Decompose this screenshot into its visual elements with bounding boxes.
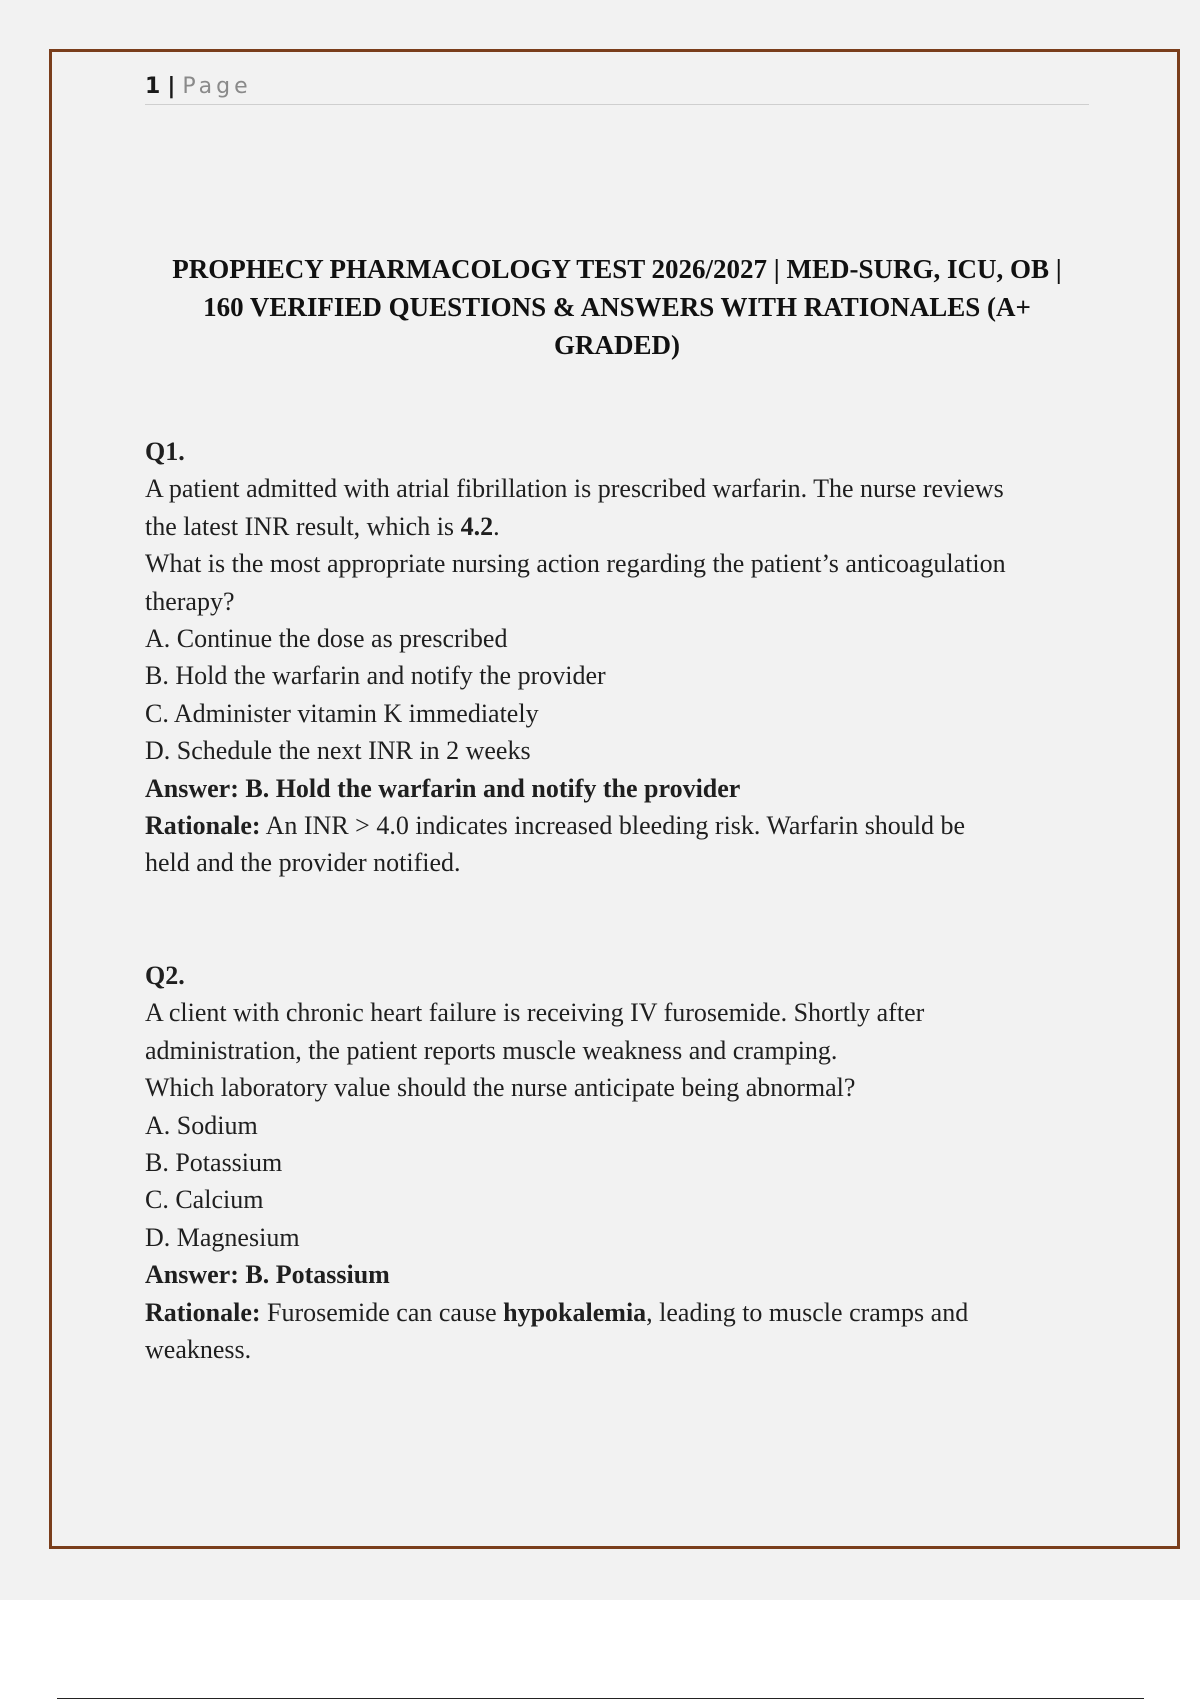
document-title bbox=[145, 250, 1089, 364]
page-number: 1 bbox=[145, 74, 161, 99]
question-prompt-line: therapy? bbox=[145, 586, 235, 616]
questions-content bbox=[145, 433, 1089, 1368]
option-b: B. Potassium bbox=[145, 1147, 283, 1177]
rationale-line: weakness. bbox=[145, 1334, 252, 1364]
question-block-2 bbox=[145, 957, 1089, 1368]
question-stem-line: A patient admitted with atrial fibrillation is prescribed warfarin. The nurse reviews bbox=[145, 474, 1004, 504]
question-prompt-line: Which laboratory value should the nurse anticipate being abnormal? bbox=[145, 1073, 856, 1103]
rationale-emphasis: hypokalemia bbox=[503, 1297, 647, 1327]
rationale-text: An INR > 4.0 indicates increased bleeding risk. Warfarin should be bbox=[260, 811, 966, 841]
header-separator: | bbox=[167, 74, 176, 99]
inr-value: 4.2 bbox=[460, 511, 494, 541]
rationale-label: Rationale: bbox=[145, 811, 261, 841]
title-line-2: 160 VERIFIED QUESTIONS & ANSWERS WITH RATIONALES (A+ bbox=[203, 292, 1031, 322]
rationale-text: , leading to muscle cramps and bbox=[646, 1297, 969, 1327]
question-prompt-line: What is the most appropriate nursing action regarding the patient’s anticoagulation bbox=[145, 549, 1006, 579]
question-stem-line: administration, the patient reports muscle weakness and cramping. bbox=[145, 1035, 838, 1065]
page-header bbox=[145, 70, 1089, 105]
answer-line: Answer: B. Hold the warfarin and notify the provider bbox=[145, 773, 741, 803]
rationale-label: Rationale: bbox=[145, 1297, 261, 1327]
option-b: B. Hold the warfarin and notify the provider bbox=[145, 661, 606, 691]
title-line-1: PROPHECY PHARMACOLOGY TEST 2026/2027 | MED-SURG, ICU, OB | bbox=[172, 254, 1062, 284]
answer-line: Answer: B. Potassium bbox=[145, 1260, 390, 1290]
rationale-text: Furosemide can cause bbox=[260, 1297, 504, 1327]
option-d: D. Schedule the next INR in 2 weeks bbox=[145, 736, 531, 766]
stem-text: . bbox=[493, 511, 500, 541]
page-label: Page bbox=[182, 74, 252, 99]
option-d: D. Magnesium bbox=[145, 1222, 300, 1252]
question-block-1 bbox=[145, 433, 1089, 882]
rationale-line: held and the provider notified. bbox=[145, 848, 461, 878]
title-line-3: GRADED) bbox=[554, 330, 680, 360]
question-label: Q2. bbox=[145, 960, 185, 990]
footer-divider bbox=[57, 1698, 1144, 1699]
question-spacer bbox=[145, 882, 1089, 957]
stem-text: the latest INR result, which is bbox=[145, 511, 461, 541]
rationale-line bbox=[145, 1294, 1089, 1331]
rationale-line bbox=[145, 807, 1089, 844]
question-label: Q1. bbox=[145, 437, 185, 466]
option-a: A. Sodium bbox=[145, 1110, 258, 1140]
option-c: C. Calcium bbox=[145, 1185, 264, 1215]
option-c: C. Administer vitamin K immediately bbox=[145, 698, 539, 728]
question-stem-line: A client with chronic heart failure is receiving IV furosemide. Shortly after bbox=[145, 998, 925, 1028]
option-a: A. Continue the dose as prescribed bbox=[145, 624, 508, 654]
question-stem-line bbox=[145, 508, 1089, 545]
